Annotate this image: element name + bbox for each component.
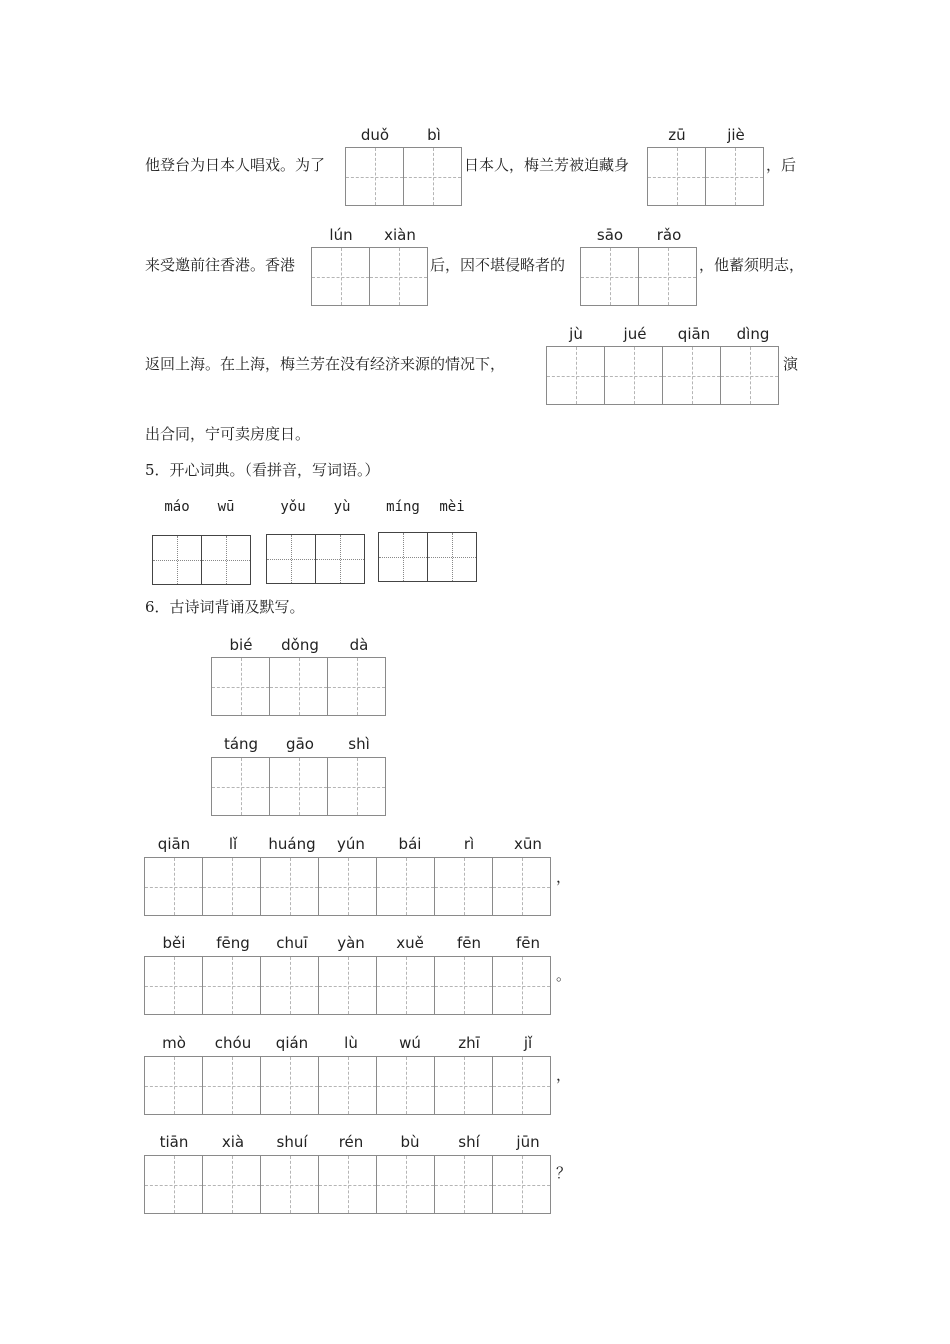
pinyin: dà [349,636,369,654]
pinyin: tiān [159,1133,189,1151]
writing-cell[interactable] [580,247,639,306]
pinyin: mèi [439,499,465,515]
writing-cell[interactable] [260,956,319,1015]
writing-cell[interactable] [211,657,270,716]
writing-cell[interactable] [202,956,261,1015]
pinyin: duǒ [360,126,390,144]
question-6-title: 6．古诗词背诵及默写。 [145,598,305,616]
writing-cell[interactable] [318,857,377,916]
pinyin: rén [338,1133,364,1151]
writing-cell[interactable] [492,1155,551,1214]
pinyin: xià [221,1133,245,1151]
answer-grid-saorao[interactable] [580,247,696,306]
pinyin: shí [458,1133,480,1151]
pinyin: rì [463,835,475,853]
pinyin: dìng [736,325,770,343]
writing-cell[interactable] [378,532,428,582]
pinyin: mò [162,1034,186,1052]
pinyin: bái [398,835,422,853]
writing-cell[interactable] [311,247,370,306]
writing-cell[interactable] [427,532,477,582]
pinyin: chóu [214,1034,252,1052]
pinyin: yù [333,499,351,515]
pinyin: wū [217,499,235,515]
pinyin: shì [348,735,370,753]
writing-cell[interactable] [152,535,202,585]
pinyin: gāo [286,735,314,753]
writing-cell[interactable] [434,956,493,1015]
writing-cell[interactable] [492,857,551,916]
answer-grid-lunxian[interactable] [311,247,427,306]
pinyin: yǒu [280,499,306,515]
answer-grid-poem-author[interactable] [211,757,385,816]
writing-cell[interactable] [546,346,605,405]
writing-cell[interactable] [662,346,721,405]
writing-cell[interactable] [376,1155,435,1214]
writing-cell[interactable] [318,1056,377,1115]
writing-cell[interactable] [260,1056,319,1115]
pinyin: táng [223,735,259,753]
pinyin: qián [275,1034,309,1052]
writing-cell[interactable] [144,857,203,916]
writing-cell[interactable] [318,956,377,1015]
pinyin: zū [668,126,686,144]
para-line1-text-b: 日本人，梅兰芳被迫藏身 [464,156,630,174]
writing-cell[interactable] [638,247,697,306]
writing-cell[interactable] [269,757,328,816]
answer-grid-poem-line-3[interactable] [144,1056,550,1115]
punctuation: ， [556,868,572,886]
pinyin: yàn [337,934,365,952]
writing-cell[interactable] [202,857,261,916]
pinyin: míng [386,499,420,515]
writing-cell[interactable] [434,1155,493,1214]
pinyin: sāo [596,226,624,244]
pinyin: jūn [516,1133,540,1151]
writing-cell[interactable] [202,1155,261,1214]
pinyin: fēng [216,934,250,952]
writing-cell[interactable] [260,857,319,916]
pinyin: fēn [456,934,482,952]
pinyin: yún [337,835,365,853]
writing-cell[interactable] [327,757,386,816]
answer-grid-mingmei[interactable] [378,532,476,582]
answer-grid-maowu[interactable] [152,535,250,585]
para-line3-text-b: 演 [783,355,799,373]
para-line2-text-a: 来受邀前往香港。香港 [145,256,296,274]
pinyin: qiān [157,835,191,853]
answer-grid-poem-line-2[interactable] [144,956,550,1015]
writing-cell[interactable] [345,147,404,206]
pinyin: běi [162,934,186,952]
writing-cell[interactable] [434,857,493,916]
writing-cell[interactable] [144,1155,203,1214]
answer-grid-poem-line-1[interactable] [144,857,550,916]
pinyin: qiān [677,325,711,343]
pinyin: xiàn [384,226,416,244]
pinyin: jiè [727,126,745,144]
para-line1-text-a: 他登台为日本人唱戏。为了 [145,156,326,174]
writing-cell[interactable] [604,346,663,405]
pinyin: bì [427,126,441,144]
writing-cell[interactable] [376,956,435,1015]
writing-cell[interactable] [269,657,328,716]
writing-cell[interactable] [201,535,251,585]
pinyin: dǒng [281,636,319,654]
writing-cell[interactable] [403,147,462,206]
para-line4-text: 出合同，宁可卖房度日。 [145,425,311,443]
pinyin: lǐ [228,835,238,853]
pinyin: máo [164,499,190,515]
pinyin: fēn [515,934,541,952]
para-line2-text-b: 后，因不堪侵略者的 [430,256,566,274]
pinyin: xūn [514,835,542,853]
writing-cell[interactable] [376,1056,435,1115]
punctuation: ？ [556,1164,572,1182]
writing-cell[interactable] [318,1155,377,1214]
pinyin: bù [400,1133,420,1151]
writing-cell[interactable] [492,1056,551,1115]
writing-cell[interactable] [260,1155,319,1214]
pinyin: huáng [268,835,316,853]
pinyin: chuī [276,934,308,952]
writing-cell[interactable] [327,657,386,716]
pinyin: xuě [396,934,424,952]
para-line2-text-c: ，他蓄须明志， [699,256,805,274]
writing-cell[interactable] [376,857,435,916]
pinyin: rǎo [656,226,682,244]
writing-cell[interactable] [202,1056,261,1115]
writing-cell[interactable] [434,1056,493,1115]
writing-cell[interactable] [144,1056,203,1115]
pinyin: jǐ [523,1034,533,1052]
writing-cell[interactable] [647,147,706,206]
answer-grid-youyu[interactable] [266,534,364,584]
pinyin: lún [329,226,353,244]
writing-cell[interactable] [492,956,551,1015]
pinyin: shuí [276,1133,308,1151]
pinyin: lù [344,1034,358,1052]
answer-grid-poem-line-4[interactable] [144,1155,550,1214]
answer-grid-poem-title[interactable] [211,657,385,716]
pinyin: jué [623,325,647,343]
punctuation: 。 [556,966,572,984]
question-5-title: 5．开心词典。（看拼音，写词语。） [145,461,380,479]
writing-cell[interactable] [369,247,428,306]
writing-cell[interactable] [144,956,203,1015]
pinyin: bié [229,636,253,654]
para-line3-text-a: 返回上海。在上海，梅兰芳在没有经济来源的情况下， [145,355,506,373]
answer-grid-duobi[interactable] [345,147,461,206]
writing-cell[interactable] [211,757,270,816]
answer-grid-jujueqianding[interactable] [546,346,778,405]
writing-cell[interactable] [705,147,764,206]
pinyin: jù [569,325,583,343]
pinyin: zhī [458,1034,480,1052]
punctuation: ， [556,1066,572,1084]
answer-grid-zujie[interactable] [647,147,763,206]
writing-cell[interactable] [266,534,316,584]
pinyin: wú [399,1034,421,1052]
writing-cell[interactable] [315,534,365,584]
writing-cell[interactable] [720,346,779,405]
para-line1-text-c: ，后 [766,156,797,174]
